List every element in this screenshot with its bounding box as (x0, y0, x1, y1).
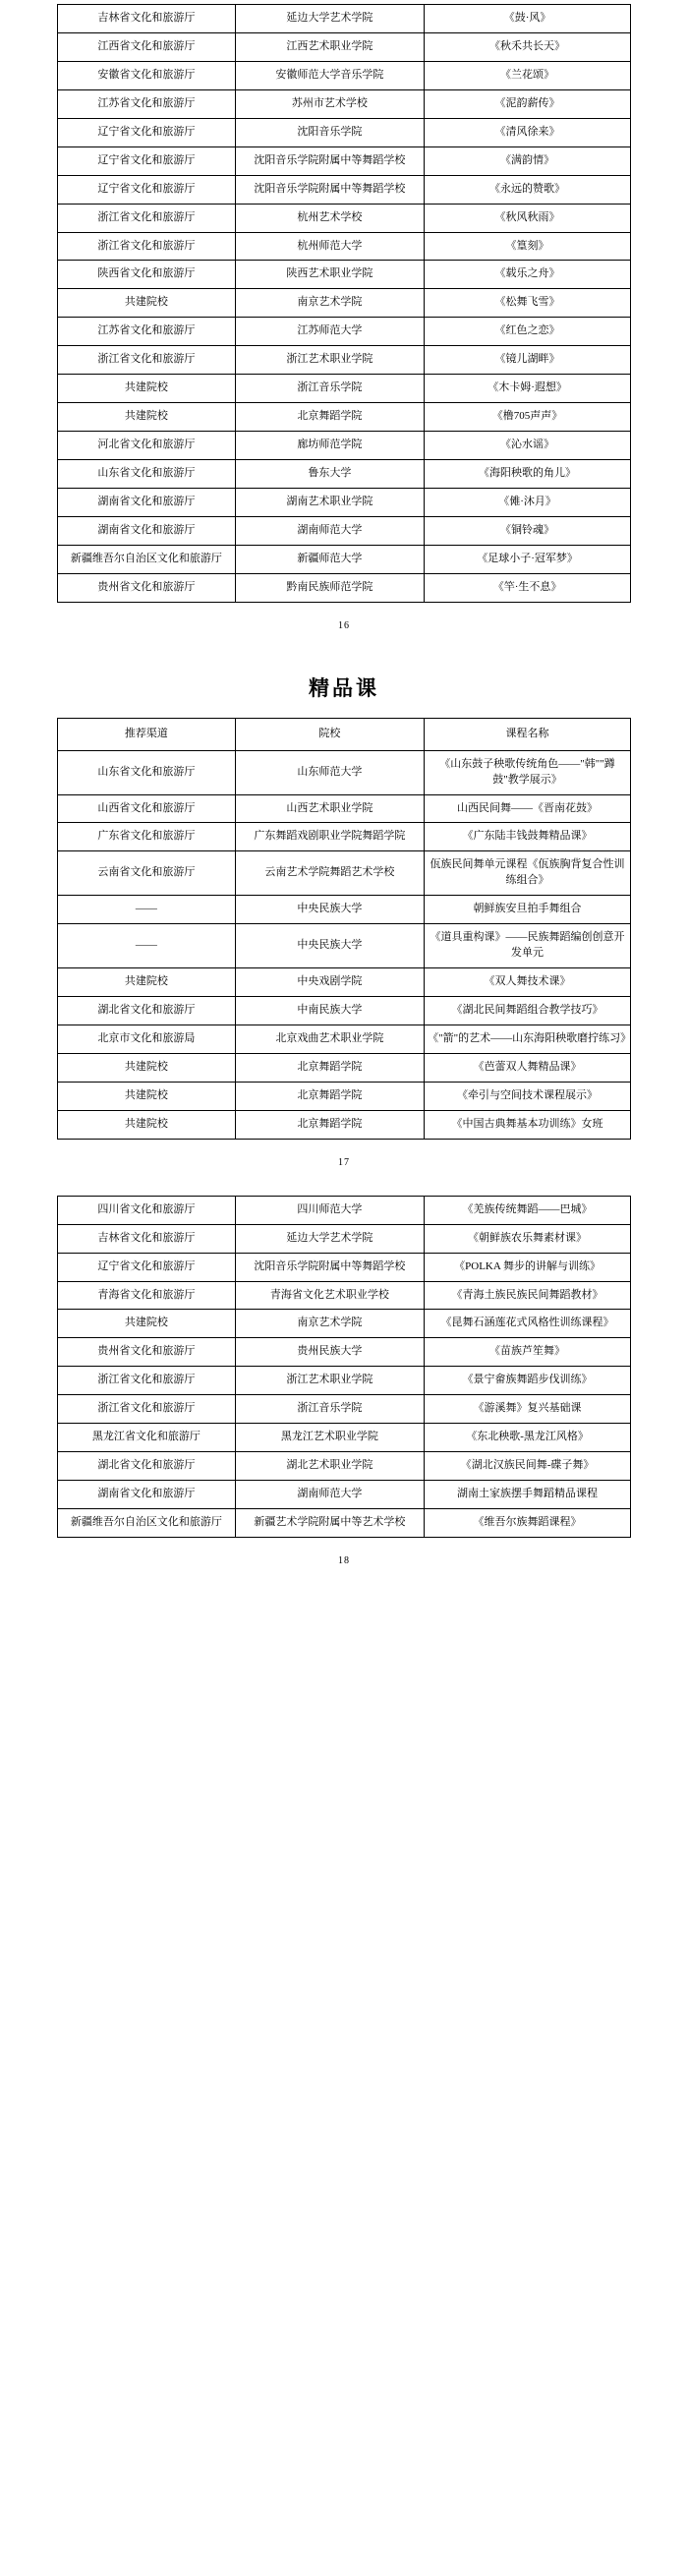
table-row (58, 1224, 631, 1253)
table-row (58, 5, 631, 33)
table-row (58, 1452, 631, 1481)
page-number: 17 (338, 1156, 350, 1168)
table-row (58, 460, 631, 489)
table-row (58, 1082, 631, 1110)
table-header-row (58, 718, 631, 750)
table-row (58, 516, 631, 545)
cell-channel: 广东省文化和旅游厅 (58, 823, 236, 851)
table-body-2 (58, 750, 631, 1139)
cell-course-name: 《鼓·风》 (425, 5, 631, 33)
cell-course-name: 《山东鼓子秧歌传统角色——"韩""蹲鼓"教学展示》 (425, 750, 631, 794)
cell-course-name: 《清风徐来》 (425, 118, 631, 146)
table-row (58, 204, 631, 232)
table-row (58, 1196, 631, 1224)
table-row (58, 968, 631, 997)
cell-channel: 共建院校 (58, 289, 236, 318)
cell-channel: 吉林省文化和旅游厅 (58, 5, 236, 33)
table-row (58, 1395, 631, 1424)
cell-institution: 沈阳音乐学院附属中等舞蹈学校 (235, 175, 424, 204)
cell-channel: 湖南省文化和旅游厅 (58, 488, 236, 516)
column-header: 课程名称 (425, 718, 631, 750)
table-row (58, 1053, 631, 1082)
table-row (58, 750, 631, 794)
table-row (58, 89, 631, 118)
cell-institution: 沈阳音乐学院附属中等舞蹈学校 (235, 146, 424, 175)
cell-course-name: 《满韵情》 (425, 146, 631, 175)
cell-institution: 北京舞蹈学院 (235, 403, 424, 432)
cell-institution: 浙江音乐学院 (235, 1395, 424, 1424)
cell-channel: 江苏省文化和旅游厅 (58, 89, 236, 118)
cell-course-name: 《篁刻》 (425, 232, 631, 261)
cell-channel: —— (58, 896, 236, 924)
cell-course-name: 《松舞飞雪》 (425, 289, 631, 318)
cell-channel: 共建院校 (58, 1110, 236, 1139)
cell-channel: 辽宁省文化和旅游厅 (58, 175, 236, 204)
cell-institution: 浙江艺术职业学院 (235, 1367, 424, 1395)
table-row (58, 403, 631, 432)
table-row (58, 61, 631, 89)
cell-institution: 北京戏曲艺术职业学院 (235, 1025, 424, 1053)
table-row (58, 318, 631, 346)
table-row (58, 232, 631, 261)
table-row (58, 896, 631, 924)
table-body-3 (58, 1196, 631, 1537)
cell-institution: 云南艺术学院舞蹈艺术学校 (235, 851, 424, 896)
table-row (58, 1481, 631, 1509)
cell-course-name: 《POLKA 舞步的讲解与训练》 (425, 1253, 631, 1281)
cell-channel: 吉林省文化和旅游厅 (58, 1224, 236, 1253)
cell-institution: 中南民族大学 (235, 997, 424, 1025)
table-row (58, 32, 631, 61)
cell-course-name: 《苗族芦笙舞》 (425, 1338, 631, 1367)
cell-course-name: 《双人舞技术课》 (425, 968, 631, 997)
cell-institution: 青海省文化艺术职业学校 (235, 1281, 424, 1310)
cell-course-name: 《广东陆丰钱鼓舞精品课》 (425, 823, 631, 851)
cell-channel: 青海省文化和旅游厅 (58, 1281, 236, 1310)
cell-institution: 廊坊师范学院 (235, 432, 424, 460)
table-row (58, 118, 631, 146)
cell-institution: 新疆师范大学 (235, 545, 424, 573)
document-page-3 (0, 1168, 688, 1566)
cell-institution: 贵州民族大学 (235, 1338, 424, 1367)
cell-channel: 辽宁省文化和旅游厅 (58, 146, 236, 175)
cell-institution: 黑龙江艺术职业学院 (235, 1424, 424, 1452)
cell-institution: 四川师范大学 (235, 1196, 424, 1224)
cell-channel: 陕西省文化和旅游厅 (58, 261, 236, 289)
cell-institution: 南京艺术学院 (235, 1310, 424, 1338)
cell-course-name: 《铜铃魂》 (425, 516, 631, 545)
cell-course-name: 湖南土家族摆手舞蹈精品课程 (425, 1481, 631, 1509)
cell-channel: 山西省文化和旅游厅 (58, 794, 236, 823)
cell-course-name: 《游溪舞》复兴基础课 (425, 1395, 631, 1424)
cell-course-name: 《羌族传统舞蹈——巴城》 (425, 1196, 631, 1224)
cell-course-name: 《镜儿湖畔》 (425, 346, 631, 375)
cell-course-name: 《青海土族民族民间舞蹈教材》 (425, 1281, 631, 1310)
cell-institution: 南京艺术学院 (235, 289, 424, 318)
table-row (58, 432, 631, 460)
table-row (58, 1281, 631, 1310)
page-number: 16 (338, 619, 350, 631)
cell-institution: 杭州师范大学 (235, 232, 424, 261)
column-header: 推荐渠道 (58, 718, 236, 750)
cell-channel: 共建院校 (58, 968, 236, 997)
cell-institution: 山东师范大学 (235, 750, 424, 794)
page-number: 18 (338, 1554, 350, 1566)
cell-institution: 延边大学艺术学院 (235, 5, 424, 33)
table-row (58, 1253, 631, 1281)
table-row (58, 997, 631, 1025)
cell-channel: 安徽省文化和旅游厅 (58, 61, 236, 89)
cell-course-name: 《芭蕾双人舞精品课》 (425, 1053, 631, 1082)
cell-channel: 共建院校 (58, 1082, 236, 1110)
cell-institution: 新疆艺术学院附属中等艺术学校 (235, 1509, 424, 1538)
cell-channel: 云南省文化和旅游厅 (58, 851, 236, 896)
cell-course-name: 《秋风秋雨》 (425, 204, 631, 232)
cell-course-name: 《湖北民间舞蹈组合教学技巧》 (425, 997, 631, 1025)
cell-channel: 浙江省文化和旅游厅 (58, 204, 236, 232)
cell-course-name: 《东北秧歌-黑龙江风格》 (425, 1424, 631, 1452)
cell-institution: 中央戏剧学院 (235, 968, 424, 997)
column-header: 院校 (235, 718, 424, 750)
cell-channel: 共建院校 (58, 1310, 236, 1338)
cell-course-name: 《载乐之舟》 (425, 261, 631, 289)
cell-channel: 山东省文化和旅游厅 (58, 460, 236, 489)
cell-institution: 苏州市艺术学校 (235, 89, 424, 118)
cell-course-name: 《永远的赞歌》 (425, 175, 631, 204)
cell-course-name: 《红色之恋》 (425, 318, 631, 346)
document-page-2 (0, 631, 688, 1168)
cell-course-name: 《维吾尔族舞蹈课程》 (425, 1509, 631, 1538)
document-page-1 (0, 0, 688, 631)
cell-institution: 黔南民族师范学院 (235, 573, 424, 602)
cell-course-name: 《湖北汉族民间舞-碟子舞》 (425, 1452, 631, 1481)
cell-channel: 北京市文化和旅游局 (58, 1025, 236, 1053)
cell-course-name: 《"箭"的艺术——山东海阳秧歌磨拧练习》 (425, 1025, 631, 1053)
cell-channel: 湖南省文化和旅游厅 (58, 1481, 236, 1509)
cell-course-name: 《朝鲜族农乐舞素材课》 (425, 1224, 631, 1253)
table-row (58, 851, 631, 896)
cell-channel: 浙江省文化和旅游厅 (58, 346, 236, 375)
cell-institution: 延边大学艺术学院 (235, 1224, 424, 1253)
table-row (58, 573, 631, 602)
cell-institution: 沈阳音乐学院 (235, 118, 424, 146)
cell-channel: 江西省文化和旅游厅 (58, 32, 236, 61)
table-row (58, 1509, 631, 1538)
cell-channel: 黑龙江省文化和旅游厅 (58, 1424, 236, 1452)
cell-channel: 共建院校 (58, 403, 236, 432)
cell-institution: 北京舞蹈学院 (235, 1082, 424, 1110)
cell-institution: 浙江音乐学院 (235, 375, 424, 403)
table-row (58, 261, 631, 289)
courses-table-page-3 (57, 1196, 631, 1538)
table-header-2 (58, 718, 631, 750)
cell-course-name: 朝鲜族安旦拍手舞组合 (425, 896, 631, 924)
cell-channel: 共建院校 (58, 375, 236, 403)
cell-institution: 江西艺术职业学院 (235, 32, 424, 61)
cell-course-name: 《傩·沐月》 (425, 488, 631, 516)
cell-institution: 广东舞蹈戏剧职业学院舞蹈学院 (235, 823, 424, 851)
cell-course-name: 《中国古典舞基本功训练》女班 (425, 1110, 631, 1139)
cell-course-name: 《足球小子·冠军梦》 (425, 545, 631, 573)
cell-course-name: 《秋禾共长天》 (425, 32, 631, 61)
cell-channel: 浙江省文化和旅游厅 (58, 232, 236, 261)
table-row (58, 289, 631, 318)
cell-channel: 新疆维吾尔自治区文化和旅游厅 (58, 545, 236, 573)
cell-course-name: 《景宁畲族舞蹈步伐训练》 (425, 1367, 631, 1395)
cell-channel: 四川省文化和旅游厅 (58, 1196, 236, 1224)
cell-institution: 陕西艺术职业学院 (235, 261, 424, 289)
cell-course-name: 山西民间舞——《晋南花鼓》 (425, 794, 631, 823)
cell-channel: 共建院校 (58, 1053, 236, 1082)
cell-channel: 山东省文化和旅游厅 (58, 750, 236, 794)
cell-channel: 贵州省文化和旅游厅 (58, 1338, 236, 1367)
cell-institution: 湖南师范大学 (235, 516, 424, 545)
table-row (58, 346, 631, 375)
cell-course-name: 《道具重构课》——民族舞蹈编创创意开发单元 (425, 924, 631, 968)
cell-channel: 辽宁省文化和旅游厅 (58, 1253, 236, 1281)
table-row (58, 794, 631, 823)
cell-institution: 湖南艺术职业学院 (235, 488, 424, 516)
cell-course-name: 《牵引与空间技术课程展示》 (425, 1082, 631, 1110)
cell-channel: 河北省文化和旅游厅 (58, 432, 236, 460)
cell-institution: 杭州艺术学校 (235, 204, 424, 232)
cell-institution: 湖南师范大学 (235, 1481, 424, 1509)
table-row (58, 1310, 631, 1338)
cell-channel: 贵州省文化和旅游厅 (58, 573, 236, 602)
cell-institution: 沈阳音乐学院附属中等舞蹈学校 (235, 1253, 424, 1281)
table-body-1 (58, 5, 631, 603)
courses-table-page-2 (57, 718, 631, 1140)
cell-institution: 中央民族大学 (235, 924, 424, 968)
cell-channel: 湖北省文化和旅游厅 (58, 997, 236, 1025)
table-row (58, 488, 631, 516)
cell-course-name: 《昆舞石涵莲花式风格性训练课程》 (425, 1310, 631, 1338)
cell-channel: 辽宁省文化和旅游厅 (58, 118, 236, 146)
cell-channel: 江苏省文化和旅游厅 (58, 318, 236, 346)
cell-institution: 湖北艺术职业学院 (235, 1452, 424, 1481)
table-row (58, 1110, 631, 1139)
cell-course-name: 《橹705声声》 (425, 403, 631, 432)
table-row (58, 924, 631, 968)
cell-channel: 湖南省文化和旅游厅 (58, 516, 236, 545)
table-row (58, 545, 631, 573)
cell-channel: —— (58, 924, 236, 968)
table-row (58, 175, 631, 204)
cell-institution: 浙江艺术职业学院 (235, 346, 424, 375)
cell-institution: 北京舞蹈学院 (235, 1053, 424, 1082)
table-row (58, 1338, 631, 1367)
cell-course-name: 佤族民间舞单元课程《佤族胸背复合性训练组合》 (425, 851, 631, 896)
table-row (58, 823, 631, 851)
cell-channel: 浙江省文化和旅游厅 (58, 1367, 236, 1395)
cell-course-name: 《沁水谣》 (425, 432, 631, 460)
cell-institution: 山西艺术职业学院 (235, 794, 424, 823)
cell-institution: 江苏师范大学 (235, 318, 424, 346)
cell-institution: 中央民族大学 (235, 896, 424, 924)
table-row (58, 375, 631, 403)
cell-institution: 北京舞蹈学院 (235, 1110, 424, 1139)
table-row (58, 1424, 631, 1452)
cell-institution: 鲁东大学 (235, 460, 424, 489)
cell-channel: 新疆维吾尔自治区文化和旅游厅 (58, 1509, 236, 1538)
cell-institution: 安徽师范大学音乐学院 (235, 61, 424, 89)
cell-course-name: 《泥韵薪传》 (425, 89, 631, 118)
table-row (58, 1367, 631, 1395)
section-title: 精品课 (309, 675, 379, 700)
table-row (58, 146, 631, 175)
courses-table-page-1 (57, 4, 631, 603)
table-row (58, 1025, 631, 1053)
cell-course-name: 《竿·生不息》 (425, 573, 631, 602)
cell-channel: 浙江省文化和旅游厅 (58, 1395, 236, 1424)
cell-course-name: 《木卡姆·遐想》 (425, 375, 631, 403)
cell-channel: 湖北省文化和旅游厅 (58, 1452, 236, 1481)
cell-course-name: 《兰花颂》 (425, 61, 631, 89)
cell-course-name: 《海阳秧歌的角儿》 (425, 460, 631, 489)
